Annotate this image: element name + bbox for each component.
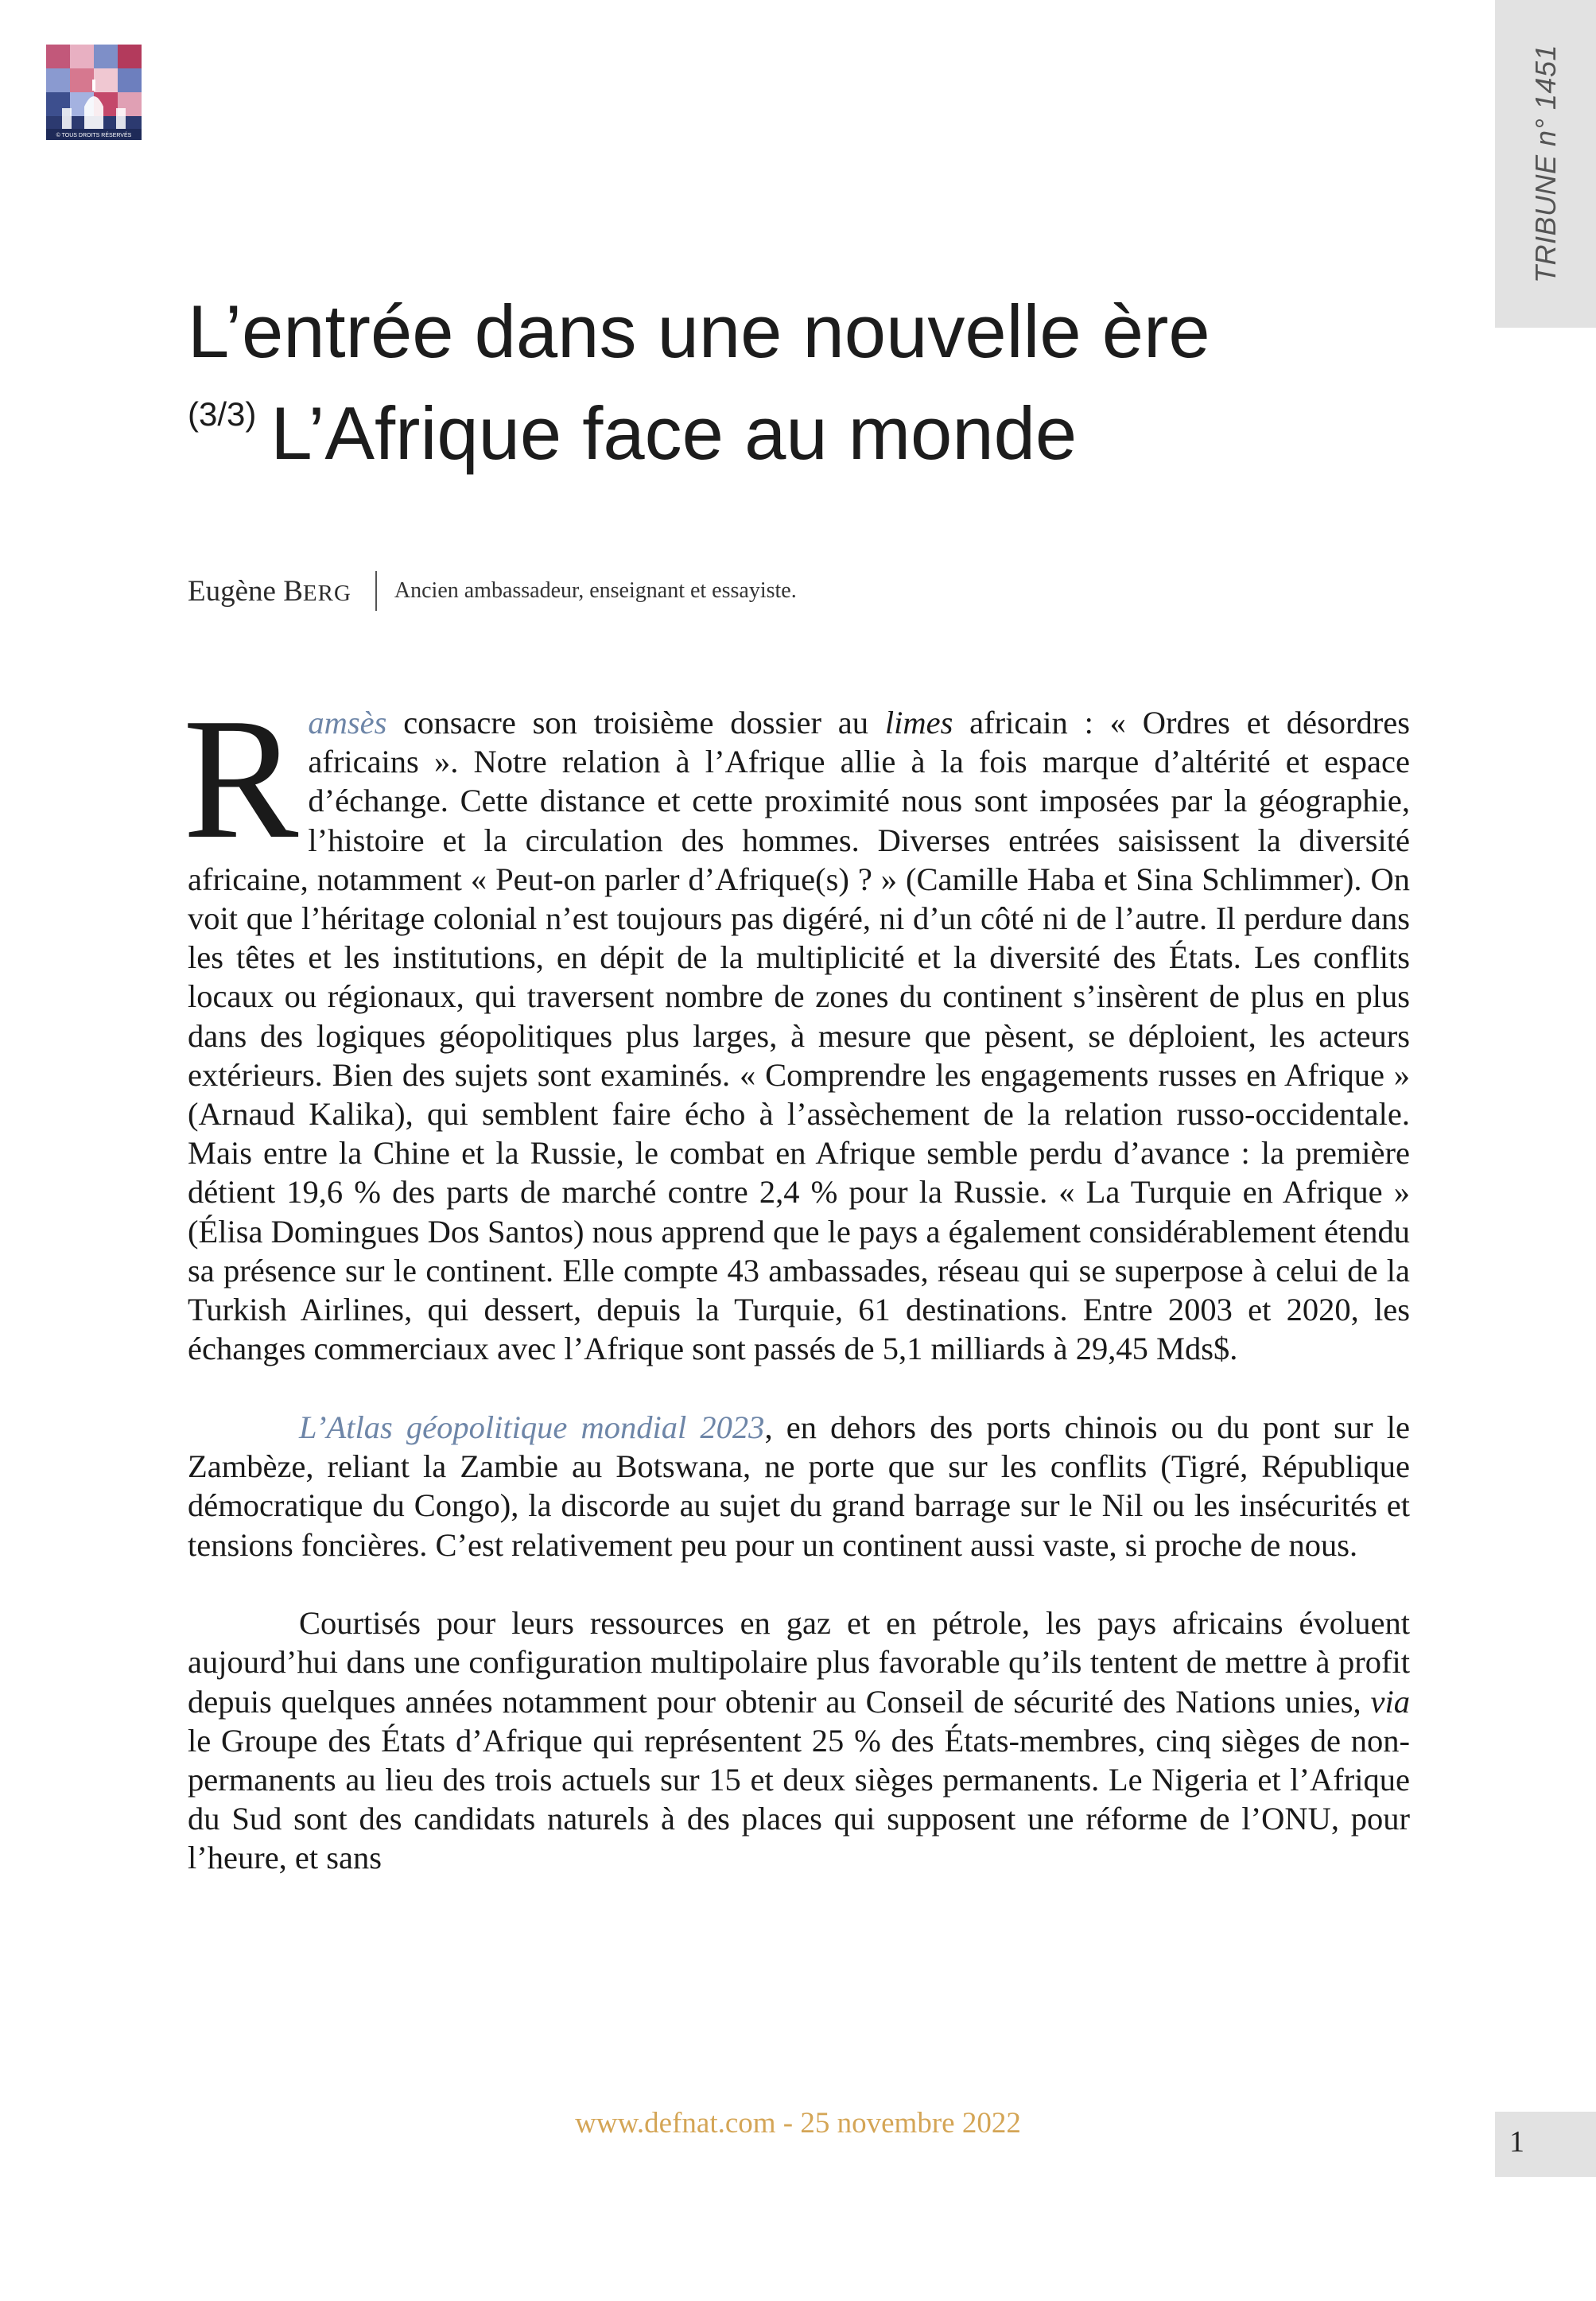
title-line-2 <box>188 391 1078 475</box>
paragraph-1 <box>183 683 1410 1368</box>
tribune-tab <box>1495 0 1596 328</box>
title-part-prefix: (3/3) <box>188 395 257 433</box>
page-number-box <box>1495 2112 1596 2177</box>
title-line-2-text: L’Afrique face au monde <box>270 391 1078 475</box>
logo-caption: © TOUS DROITS RÉSERVÉS <box>56 133 132 138</box>
byline <box>188 571 797 611</box>
author-last-rest: ERG <box>302 580 351 606</box>
article-body <box>183 683 1410 1917</box>
tribune-number: TRIBUNE n° 1451 <box>1528 44 1562 284</box>
paragraph-1-text-a: consacre son troisième dossier au <box>386 705 885 740</box>
paragraph-3-emphasis: via <box>1370 1683 1410 1720</box>
footer-source: www.defnat.com - 25 novembre 2022 <box>575 2107 1021 2140</box>
title-line-1: L’entrée dans une nouvelle ère <box>188 290 1210 373</box>
atlas-title: L’Atlas géopolitique mondial 2023 <box>299 1409 765 1445</box>
paragraph-3-text-a: Courtisés pour leurs ressources en gaz et en pétrole, les pays africains évoluent aujourd’hui dans une configuration multipolaire plus favorable qu’ils tentent de mettre à profit depuis quelques années notamment pour obtenir au Conseil de sécurité des Nations unies, <box>188 1605 1410 1720</box>
paragraph-1-emphasis: limes <box>884 705 953 740</box>
paragraph-2 <box>188 1408 1410 1564</box>
paragraph-1-text-b: africain : « Ordres et désordres africains ». Notre relation à l’Afrique allie à la fois marque d’altérité et espace d’échange. Cette distance et cette proximité nous sont imposées par la géographie, l’histoire et la circulation des hommes. Diverses entrées saisissent la diversité africaine, notamment « Peut-on parler d’Afrique(s) ? » (Camille Haba et Sina Schlimmer). On voit que l’héritage colonial n’est toujours pas digéré, ni d’un côté ni de l’autre. Il perdure dans les têtes et les institutions, en dépit de la multiplicité et la diversité des États. Les conflits locaux ou régionaux, qui traversent nombre de zones du continent s’insèrent de plus en plus dans des logiques géopolitiques plus larges, à mesure que pèsent, se déploient, les acteurs extérieurs. Bien des sujets sont examinés. « Comprendre les engagements russes en Afrique » (Arnaud Kalika), qui semblent faire écho à l’assèchement de la relation russo-occidentale. Mais entre la Chine et la Russie, le combat en Afrique semble perdu d’avance : la première détient 19,6 % des parts de marché contre 2,4 % pour la Russie. « La Turquie en Afrique » (Élisa Domingues Dos Santos) nous apprend que le pays a également considérablement étendu sa présence sur le continent. Elle compte 43 ambassades, réseau qui se superpose à celui de la Turkish Airlines, qui dessert, depuis la Turquie, 61 destinations. Entre 2003 et 2020, les échanges commerciaux avec l’Afrique sont passés de 5,1 milliards à 29,45 Mds$. <box>188 705 1410 1367</box>
publication-logo <box>46 45 142 140</box>
logo-mosaic-icon <box>46 45 142 140</box>
author-last-initial: B <box>283 574 303 608</box>
paragraph-2-text: , en dehors des ports chinois ou du pont sur le Zambèze, reliant la Zambie au Botswana, ne porte que sur les conflits (Tigré, République démocratique du Congo), la discorde au sujet du grand barrage sur le Nil ou les insécurités et tensions foncières. C’est relativement peu pour un continent aussi vaste, si proche de nous. <box>188 1409 1410 1563</box>
page-number: 1 <box>1509 2125 1524 2159</box>
paragraph-3 <box>188 1603 1410 1877</box>
drop-cap: R <box>183 683 299 875</box>
byline-divider <box>375 571 377 611</box>
author-name <box>188 574 351 608</box>
journal-title-ramses: amsès <box>308 705 387 740</box>
author-first-name: Eugène <box>188 574 284 608</box>
paragraph-3-text-b: le Groupe des États d’Afrique qui représentent 25 % des États-membres, cinq sièges de non-permanents au lieu des trois actuels sur 15 et deux sièges permanents. Le Nigeria et l’Afrique du Sud sont des candidats naturels à des places qui supposent une réforme de l’ONU, pour l’heure, et sans <box>188 1722 1410 1876</box>
author-description: Ancien ambassadeur, enseignant et essayiste. <box>394 578 797 603</box>
